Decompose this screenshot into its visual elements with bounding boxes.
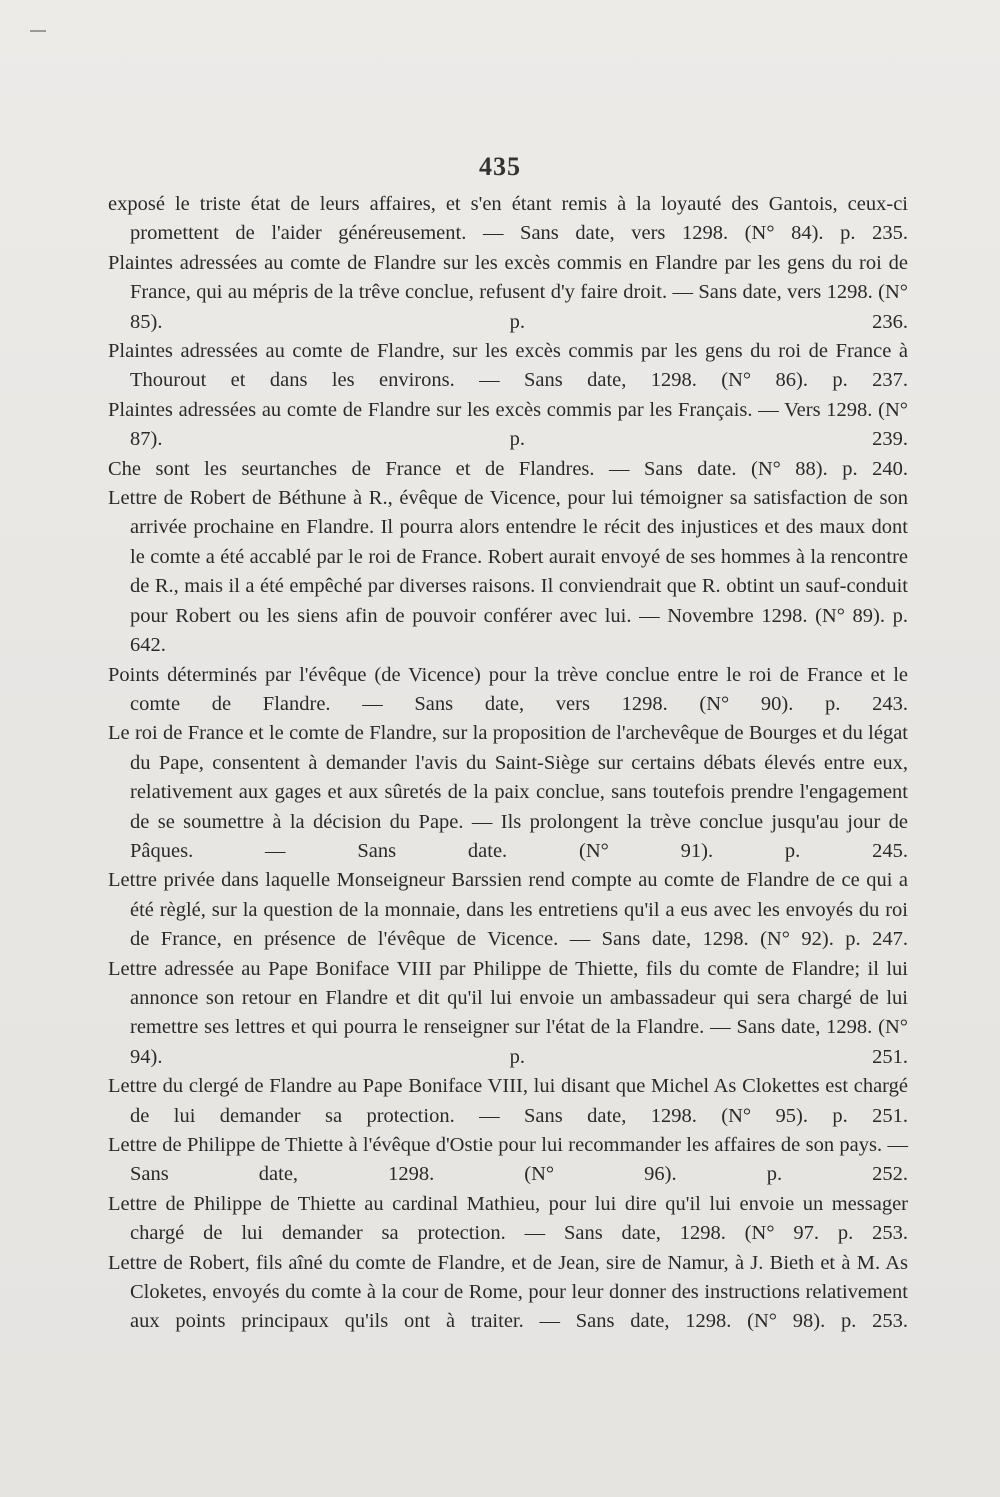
entry-87: Plaintes adressées au comte de Flandre sur les excès commis par les Français. — Vers 1298. (N° 87). p. 239. (108, 398, 908, 451)
entry-list (108, 190, 908, 1337)
entry-86: Plaintes adressées au comte de Flandre, sur les excès commis par les gens du roi de France à Thourout et dans les environs. — Sans date, 1298. (N° 86). p. 237. (108, 340, 908, 392)
entry-97: Lettre de Philippe de Thiette au cardinal Mathieu, pour lui dire qu'il lui envoie un messager chargé de lui demander sa protection. — Sans date, 1298. (N° 97. p. 253. (108, 1192, 908, 1245)
entry-91: Le roi de France et le comte de Flandre, sur la proposition de l'archevêque de Bourges et du légat du Pape, consentent à demander l'avis du Saint-Siège sur certains débats élevés entre eux, relativement aux gages et aux sûretés de la paix conclue, sans toutefois prendre l'engagement de se soumettre à la décision du Pape. — Ils prolongent la trève conclue jusqu'au jour de Pâques. — Sans date. (N° 91). p. 245. (108, 722, 908, 862)
corner-dash (30, 30, 46, 32)
entry-89: Lettre de Robert de Béthune à R., évêque de Vicence, pour lui témoigner sa satisfaction de son arrivée prochaine en Flandre. Il pourra alors entendre le récit des injustices et des maux dont le comte a été accablé par le roi de France. Robert aurait envoyé de ses hommes à la rencontre de R., mais il a été empêché par diverses raisons. Il conviendrait que R. obtint un sauf-conduit pour Robert ou les siens afin de pouvoir conférer avec lui. — Novembre 1298. (N° 89). p. 642. (108, 487, 908, 657)
entry-95: Lettre du clergé de Flandre au Pape Boniface VIII, lui disant que Michel As Clokettes est chargé de lui demander sa protection. — Sans date, 1298. (N° 95). p. 251. (108, 1075, 908, 1127)
entry-85: Plaintes adressées au comte de Flandre sur les excès commis en Flandre par les gens du roi de France, qui au mépris de la trêve conclue, refusent d'y faire droit. — Sans date, vers 1298. (N° 85). p. 236. (108, 251, 908, 333)
entry-88: Che sont les seurtanches de France et de Flandres. — Sans date. (N° 88). p. 240. (108, 457, 908, 480)
entry-92: Lettre privée dans laquelle Monseigneur Barssien rend compte au comte de Flandre de ce qui a été règlé, sur la question de la monnaie, dans les entretiens qu'il a eus avec les envoyés du roi de France, en présence de l'évêque de Vicence. — Sans date, 1298. (N° 92). p. 247. (108, 869, 908, 951)
page-number: 435 (479, 152, 521, 181)
entry-98: Lettre de Robert, fils aîné du comte de Flandre, et de Jean, sire de Namur, à J. Bieth et à M. As Cloketes, envoyés du comte à la cour de Rome, pour leur donner des instructions relativement aux points principaux qu'ils ont à traiter. — Sans date, 1298. (N° 98). p. 253. (108, 1251, 908, 1333)
entry-94: Lettre adressée au Pape Boniface VIII par Philippe de Thiette, fils du comte de Flandre; il lui annonce son retour en Flandre et dit qu'il lui envoie un ambassadeur qui sera chargé de lui remettre ses lettres et qui pourra le renseigner sur l'état de la Flandre. — Sans date, 1298. (N° 94). p. 251. (108, 957, 908, 1068)
entry-84: exposé le triste état de leurs affaires, et s'en étant remis à la loyauté des Gantois, ceux-ci promettent de l'aider généreusement. — Sans date, vers 1298. (N° 84). p. 235. (108, 193, 908, 245)
entry-90: Points déterminés par l'évêque (de Vicence) pour la trève conclue entre le roi de France et le comte de Flandre. — Sans date, vers 1298. (N° 90). p. 243. (108, 663, 908, 715)
entry-96: Lettre de Philippe de Thiette à l'évêque d'Ostie pour lui recommander les affaires de son pays. — Sans date, 1298. (N° 96). p. 252. (108, 1134, 908, 1186)
